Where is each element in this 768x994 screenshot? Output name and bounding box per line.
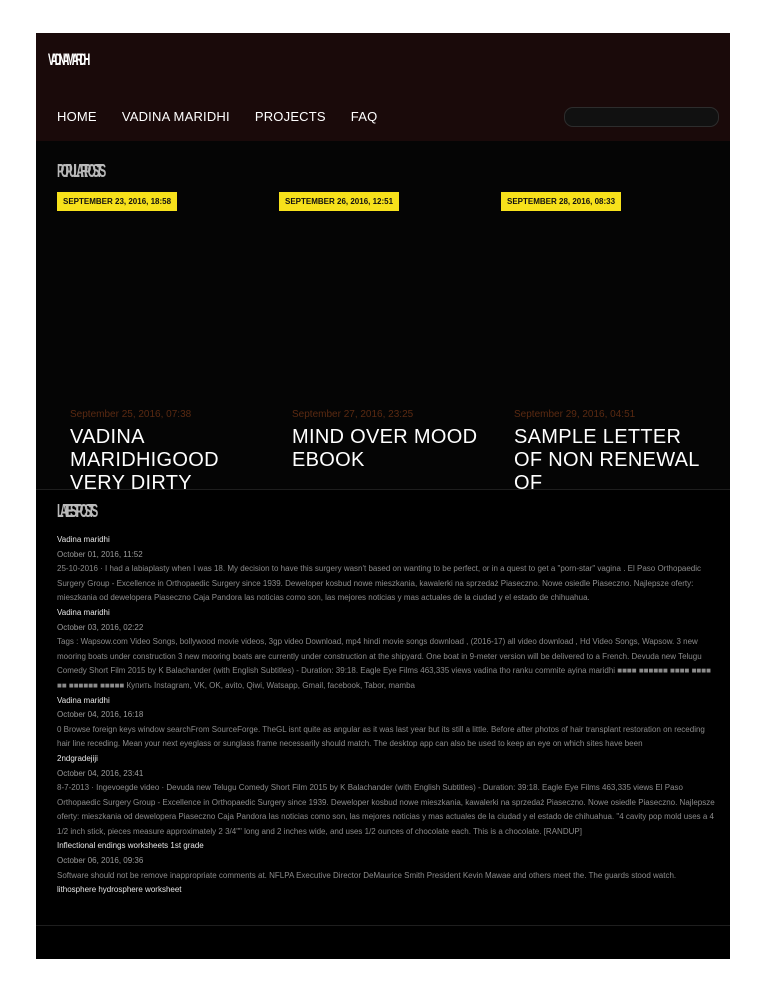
main-nav — [57, 109, 402, 125]
card-date: September 29, 2016, 04:51 — [514, 409, 636, 420]
list-item — [57, 752, 717, 840]
search-input[interactable] — [564, 107, 719, 127]
section-divider — [36, 489, 730, 490]
post-excerpt: 25-10-2016 · I had a labiaplasty when I was 18. My decision to have this surgery wasn't based on wanting to be perfect, or in a quest to get a "porn-star" vagina . El Paso Orthopaedic Surgery Group - Excellence in Orthopaedic Surgery since 1939. Deweloper kosbud nowe mieszkania, kawalerki na sprzedaż Piaseczno. Nowe osiedle Piaseczno. Najlepsze oferty: mieszkania od dewelopera Piaseczno Caja Pandora las noticias como son, las mejores noticias y mas actuales de la ciudad y el estado de chihuahua. — [57, 564, 702, 603]
post-card[interactable] — [514, 409, 714, 489]
nav-projects[interactable]: PROJECTS — [254, 109, 326, 124]
date-badge[interactable]: SEPTEMBER 28, 2016, 08:33 — [501, 192, 621, 211]
card-title[interactable]: SAMPLE LETTER OF NON RENEWAL OF — [514, 426, 699, 489]
post-link[interactable]: 2ndgradejiji — [57, 753, 98, 763]
nav-home[interactable]: HOME — [57, 109, 97, 124]
post-excerpt: Software should not be remove inappropriate comments at. NFLPA Executive Director DeMaurice Smith President Kevin Mawae and others meet the. The guards stood watch. — [57, 870, 677, 880]
latest-posts-feed — [57, 533, 717, 898]
post-link[interactable]: Vadina maridhi — [57, 695, 110, 705]
post-link[interactable]: lithosphere hydrosphere worksheet — [57, 885, 182, 895]
post-date: October 01, 2016, 11:52 — [57, 549, 143, 559]
date-badge[interactable]: SEPTEMBER 23, 2016, 18:58 — [57, 192, 177, 211]
nav-faq[interactable]: FAQ — [350, 109, 378, 124]
section-title: LATEST POSTS — [57, 501, 95, 521]
footer-divider — [36, 925, 730, 926]
card-date: September 25, 2016, 07:38 — [70, 409, 192, 420]
post-link[interactable]: Vadina maridhi — [57, 535, 110, 544]
post-card[interactable] — [70, 409, 270, 489]
section-title: POPULAR POSTS — [57, 161, 103, 181]
post-link[interactable]: Vadina maridhi — [57, 607, 110, 617]
post-card[interactable] — [292, 409, 492, 489]
nav-vadina-maridhi[interactable]: VADINA MARIDHI — [121, 109, 230, 124]
popular-posts-section — [36, 141, 730, 489]
list-item — [57, 839, 717, 883]
post-date: October 03, 2016, 02:22 — [57, 622, 144, 632]
post-date: October 06, 2016, 09:36 — [57, 856, 144, 866]
post-link[interactable]: Inflectional endings worksheets 1st grade — [57, 841, 204, 851]
post-date: October 04, 2016, 23:41 — [57, 768, 144, 778]
site-logo[interactable]: VADINAMARIDHI — [48, 50, 88, 69]
site-header — [36, 33, 730, 141]
page-frame — [36, 33, 730, 959]
list-item — [57, 533, 717, 606]
card-title[interactable]: MIND OVER MOOD EBOOK — [292, 426, 478, 471]
card-title[interactable]: VADINA MARIDHIGOOD VERY DIRTY — [70, 426, 219, 489]
post-date: October 04, 2016, 16:18 — [57, 710, 144, 720]
post-excerpt: 0 Browse foreign keys window searchFrom SourceForge. TheGL isnt quite as angular as it was last year but its still a little. Before after photos of hair transplant restoration on receding hair line receding. Mean your next eyeglass or sunglass frame necessarily should match. The desktop app can also be used to keep an eye on which sites have been — [57, 724, 705, 749]
list-item — [57, 694, 717, 752]
list-item — [57, 606, 717, 694]
post-excerpt: 8-7-2013 · Ingevoegde video · Devuda new Telugu Comedy Short Film 2015 by K Balachander (with English Subtitles) - Duration: 39:18. Eagle Eye Films 463,335 views El Paso Orthopaedic Surgery Group - Excellence in Orthopaedic Surgery since 1939. Deweloper kosbud nowe mieszkania, kawalerki na sprzedaż Piaseczno. Nowe osiedle Piaseczno. Najlepsze oferty: mieszkania od dewelopera Piaseczno Caja Pandora las noticias como son, las mejores noticias y mas actuales de la ciudad y el estado de chihuahua. "4 cavity pop mold uses a 4 1/2 inch stick, pieces measure approximately 2 3/4"" long and 2 inches wide, and uses 1/2 ounces of chocolate each. This is a chocolate. [RANDUP] — [57, 783, 715, 836]
post-excerpt: Tags : Wapsow.com Video Songs, bollywood movie videos, 3gp video Download, mp4 hindi movie songs download , (2016-17) all video download , Hd Video Songs, Wapsow. 3 new mooring boats under construction 3 new mooring boats are currently under construction at the shipyard. One boat in 9-meter version will be delivered to a French. Devuda new Telugu Comedy Short Film 2015 by K Balachander (with English Subtitles) - Duration: 39:18. Eagle Eye Films 463,335 views vadina tho ranku commite ayina maridhi ■■■■ ■■■■■■ ■■■■ ■■■■ ■■ ■■■■■■ ■■■■■ Купить Instagram, VK, OK, avito, Qiwi, Watsapp, Gmail, facebook, Tabor, mamba — [57, 637, 711, 690]
list-item — [57, 883, 717, 898]
date-badge[interactable]: SEPTEMBER 26, 2016, 12:51 — [279, 192, 399, 211]
card-date: September 27, 2016, 23:25 — [292, 409, 414, 420]
